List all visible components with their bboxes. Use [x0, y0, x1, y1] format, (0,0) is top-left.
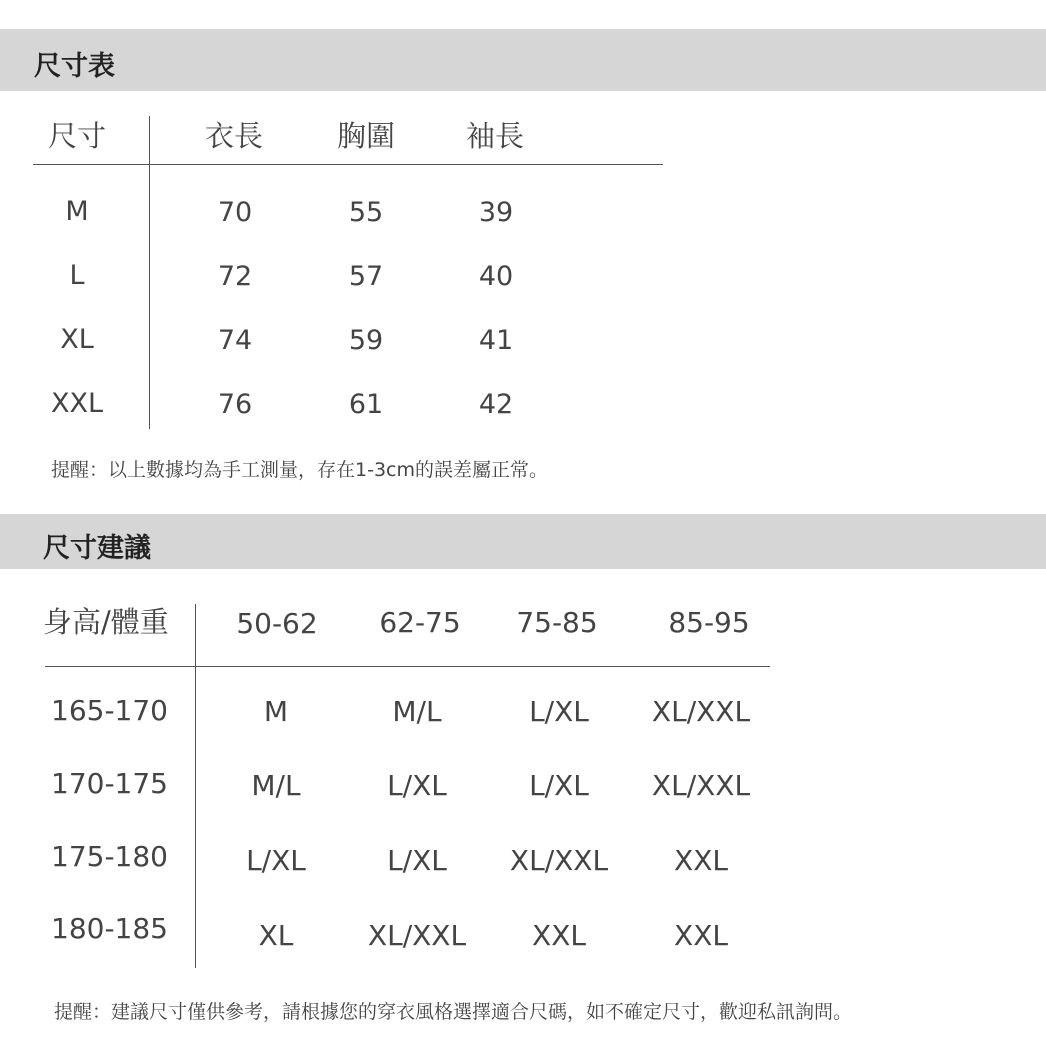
size-table-header-band — [0, 29, 1046, 91]
size-table-row-chest: 55 — [348, 197, 384, 228]
size-table-title: 尺寸表 — [34, 51, 115, 82]
size-advice-height-range: 170-175 — [51, 767, 168, 800]
size-advice-title: 尺寸建議 — [43, 533, 151, 564]
size-advice-cell: L/XL — [529, 769, 589, 802]
size-advice-header-band — [0, 514, 1046, 569]
size-table-row-sleeve: 41 — [478, 325, 514, 356]
size-advice-height-range: 180-185 — [51, 912, 168, 945]
size-advice-cell: XXL — [674, 844, 728, 877]
size-advice-header-weight-range: 75-85 — [516, 606, 598, 639]
size-advice-height-range: 175-180 — [51, 840, 168, 873]
size-table-row-length: 72 — [217, 261, 253, 292]
size-advice-header-weight-range: 62-75 — [379, 606, 461, 639]
size-advice-cell: L/XL — [246, 844, 306, 877]
size-table-row-size: XXL — [50, 388, 104, 419]
size-table-row-sleeve: 42 — [478, 389, 514, 420]
size-advice-cell: XL — [258, 919, 294, 952]
size-advice-header-weight-range: 50-62 — [236, 607, 318, 640]
size-table-row-size: XL — [60, 324, 94, 355]
size-advice-cell: L/XL — [387, 844, 447, 877]
size-table-row-sleeve: 39 — [478, 197, 514, 228]
size-table-row-length: 74 — [217, 325, 253, 356]
size-advice-cell: XL/XXL — [509, 844, 609, 877]
size-table-header-length: 衣長 — [204, 119, 264, 153]
size-table-header-size: 尺寸 — [48, 119, 107, 153]
size-advice-cell: L/XL — [387, 769, 447, 802]
size-advice-cell: XL/XXL — [651, 695, 751, 728]
size-table-row-chest: 61 — [348, 389, 384, 420]
size-table-row-size: M — [65, 196, 89, 227]
size-table-row-sleeve: 40 — [478, 261, 514, 292]
size-advice-cell: XL/XXL — [367, 919, 467, 952]
size-advice-note: 提醒：建議尺寸僅供參考，請根據您的穿衣風格選擇適合尺碼，如不確定尺寸，歡迎私訊詢問。 — [54, 1001, 853, 1023]
size-advice-height-range: 165-170 — [51, 694, 168, 727]
size-table-row-length: 76 — [217, 389, 253, 420]
size-table-header-sleeve: 袖長 — [465, 119, 525, 153]
size-advice-cell: M/L — [392, 695, 442, 728]
size-advice-cell: XXL — [674, 919, 728, 952]
size-table-header-chest: 胸圍 — [336, 119, 396, 153]
size-advice-cell: XXL — [532, 919, 586, 952]
size-advice-header-height-weight: 身高/體重 — [43, 605, 169, 639]
size-table-note: 提醒：以上數據均為手工測量，存在1-3cm的誤差屬正常。 — [51, 459, 548, 481]
size-table-header-divider — [33, 164, 663, 165]
size-table-row-chest: 57 — [348, 261, 384, 292]
size-advice-column-divider — [195, 604, 196, 968]
size-advice-header-divider — [45, 666, 770, 667]
size-table-row-length: 70 — [217, 197, 253, 228]
size-advice-cell: XL/XXL — [651, 769, 751, 802]
size-table-row-size: L — [69, 260, 85, 291]
size-advice-header-weight-range: 85-95 — [668, 606, 750, 639]
size-table-column-divider — [149, 116, 150, 429]
size-advice-cell: L/XL — [529, 695, 589, 728]
size-advice-cell: M/L — [251, 769, 301, 802]
size-advice-cell: M — [263, 695, 289, 728]
size-table-row-chest: 59 — [348, 325, 384, 356]
